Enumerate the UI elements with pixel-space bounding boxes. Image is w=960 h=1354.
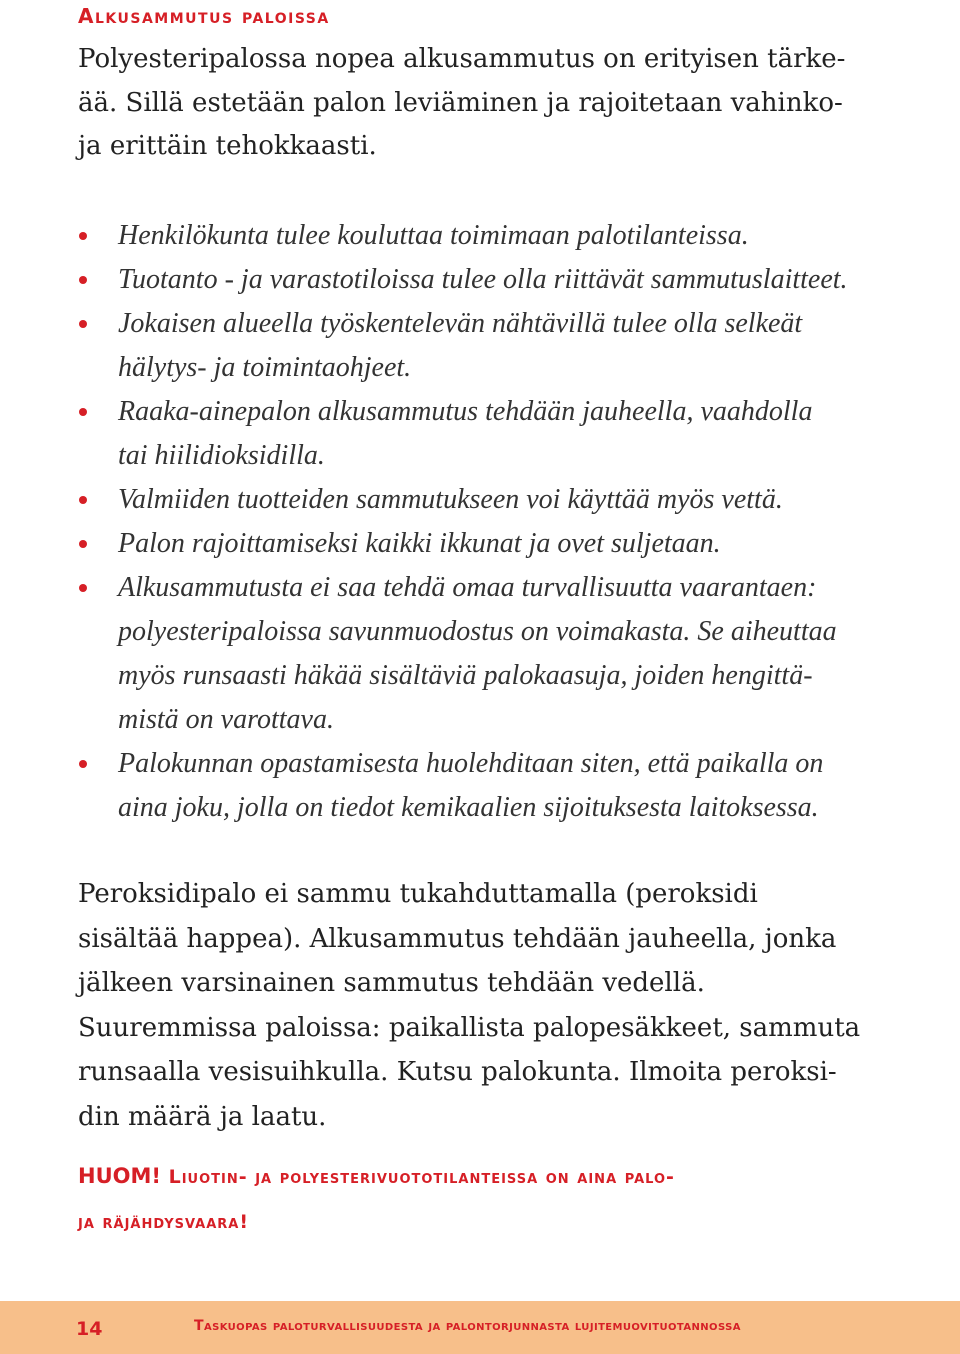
bullet-dot-icon	[79, 540, 87, 548]
footer-title: Taskuopas paloturvallisuudesta ja palontorjunnasta lujitemuovituotannossa	[194, 1318, 741, 1334]
paragraph-line: Suuremmissa paloissa: paikallista palopesäkkeet, sammuta	[78, 1012, 861, 1043]
instruction-list	[78, 214, 928, 830]
list-item	[78, 302, 928, 390]
list-item-line: Jokaisen alueella työskentelevän nähtävillä tulee olla selkeät	[118, 308, 803, 339]
list-item	[78, 522, 928, 566]
list-item-line: Palokunnan opastamisesta huolehditaan siten, että paikalla on	[118, 748, 824, 779]
list-item	[78, 566, 928, 742]
paragraph-line: sisältää happea). Alkusammutus tehdään jauheella, jonka	[78, 923, 837, 954]
list-item-line: Palon rajoittamiseksi kaikki ikkunat ja ovet suljetaan.	[118, 528, 721, 559]
list-item-line: aina joku, jolla on tiedot kemikaalien sijoituksesta laitoksessa.	[118, 792, 819, 823]
list-item	[78, 478, 928, 522]
list-item	[78, 742, 928, 830]
paragraph-line: Peroksidipalo ei sammu tukahduttamalla (peroksidi	[78, 879, 758, 909]
list-item	[78, 258, 928, 302]
page-number: 14	[76, 1318, 103, 1340]
intro-line: ja erittäin tehokkaasti.	[78, 131, 377, 161]
bullet-dot-icon	[79, 276, 87, 284]
intro-line: ää. Sillä estetään palon leviäminen ja rajoitetaan vahinko-	[78, 87, 843, 118]
paragraph-line: runsaalla vesisuihkulla. Kutsu palokunta. Ilmoita peroksi-	[78, 1057, 837, 1087]
intro-paragraph	[78, 38, 898, 169]
bullet-dot-icon	[79, 760, 87, 768]
list-item-line: hälytys- ja toimintaohjeet.	[118, 352, 412, 383]
bullet-dot-icon	[79, 584, 87, 592]
bullet-dot-icon	[79, 496, 87, 504]
list-item-line: Henkilökunta tulee kouluttaa toimimaan palotilanteissa.	[118, 220, 749, 251]
warning-text: Liuotin- ja polyesterivuototilanteissa on aina palo-	[160, 1166, 675, 1188]
bullet-dot-icon	[79, 408, 87, 416]
list-item-line: Raaka-ainepalon alkusammutus tehdään jauheella, vaahdolla	[118, 396, 813, 427]
list-item-line: myös runsaasti häkää sisältäviä palokaasuja, joiden hengittä-	[118, 660, 813, 691]
warning-line	[78, 1154, 898, 1200]
warning-note	[78, 1154, 898, 1245]
list-item-line: Tuotanto - ja varastotiloissa tulee olla riittävät sammutuslaitteet.	[118, 264, 848, 295]
list-item-line: mistä on varottava.	[118, 704, 334, 735]
list-item-line: tai hiilidioksidilla.	[118, 440, 325, 471]
list-item-line: polyesteripaloissa savunmuodostus on voimakasta. Se aiheuttaa	[118, 616, 837, 647]
list-item	[78, 214, 928, 258]
bullet-dot-icon	[79, 232, 87, 240]
bullet-dot-icon	[79, 320, 87, 328]
list-item	[78, 390, 928, 478]
paragraph-line: jälkeen varsinainen sammutus tehdään vedellä.	[78, 968, 705, 998]
warning-line: ja räjähdysvaara!	[78, 1211, 250, 1233]
paragraph-line: din määrä ja laatu.	[78, 1101, 327, 1132]
list-item-line: Valmiiden tuotteiden sammutukseen voi käyttää myös vettä.	[118, 484, 783, 515]
warning-label: HUOM!	[78, 1164, 161, 1188]
peroxide-paragraph	[78, 872, 918, 1139]
list-item-line: Alkusammutusta ei saa tehdä omaa turvallisuutta vaarantaen:	[118, 572, 817, 603]
section-heading: Alkusammutus paloissa	[78, 4, 330, 28]
intro-line: Polyesteripalossa nopea alkusammutus on erityisen tärke-	[78, 44, 846, 74]
